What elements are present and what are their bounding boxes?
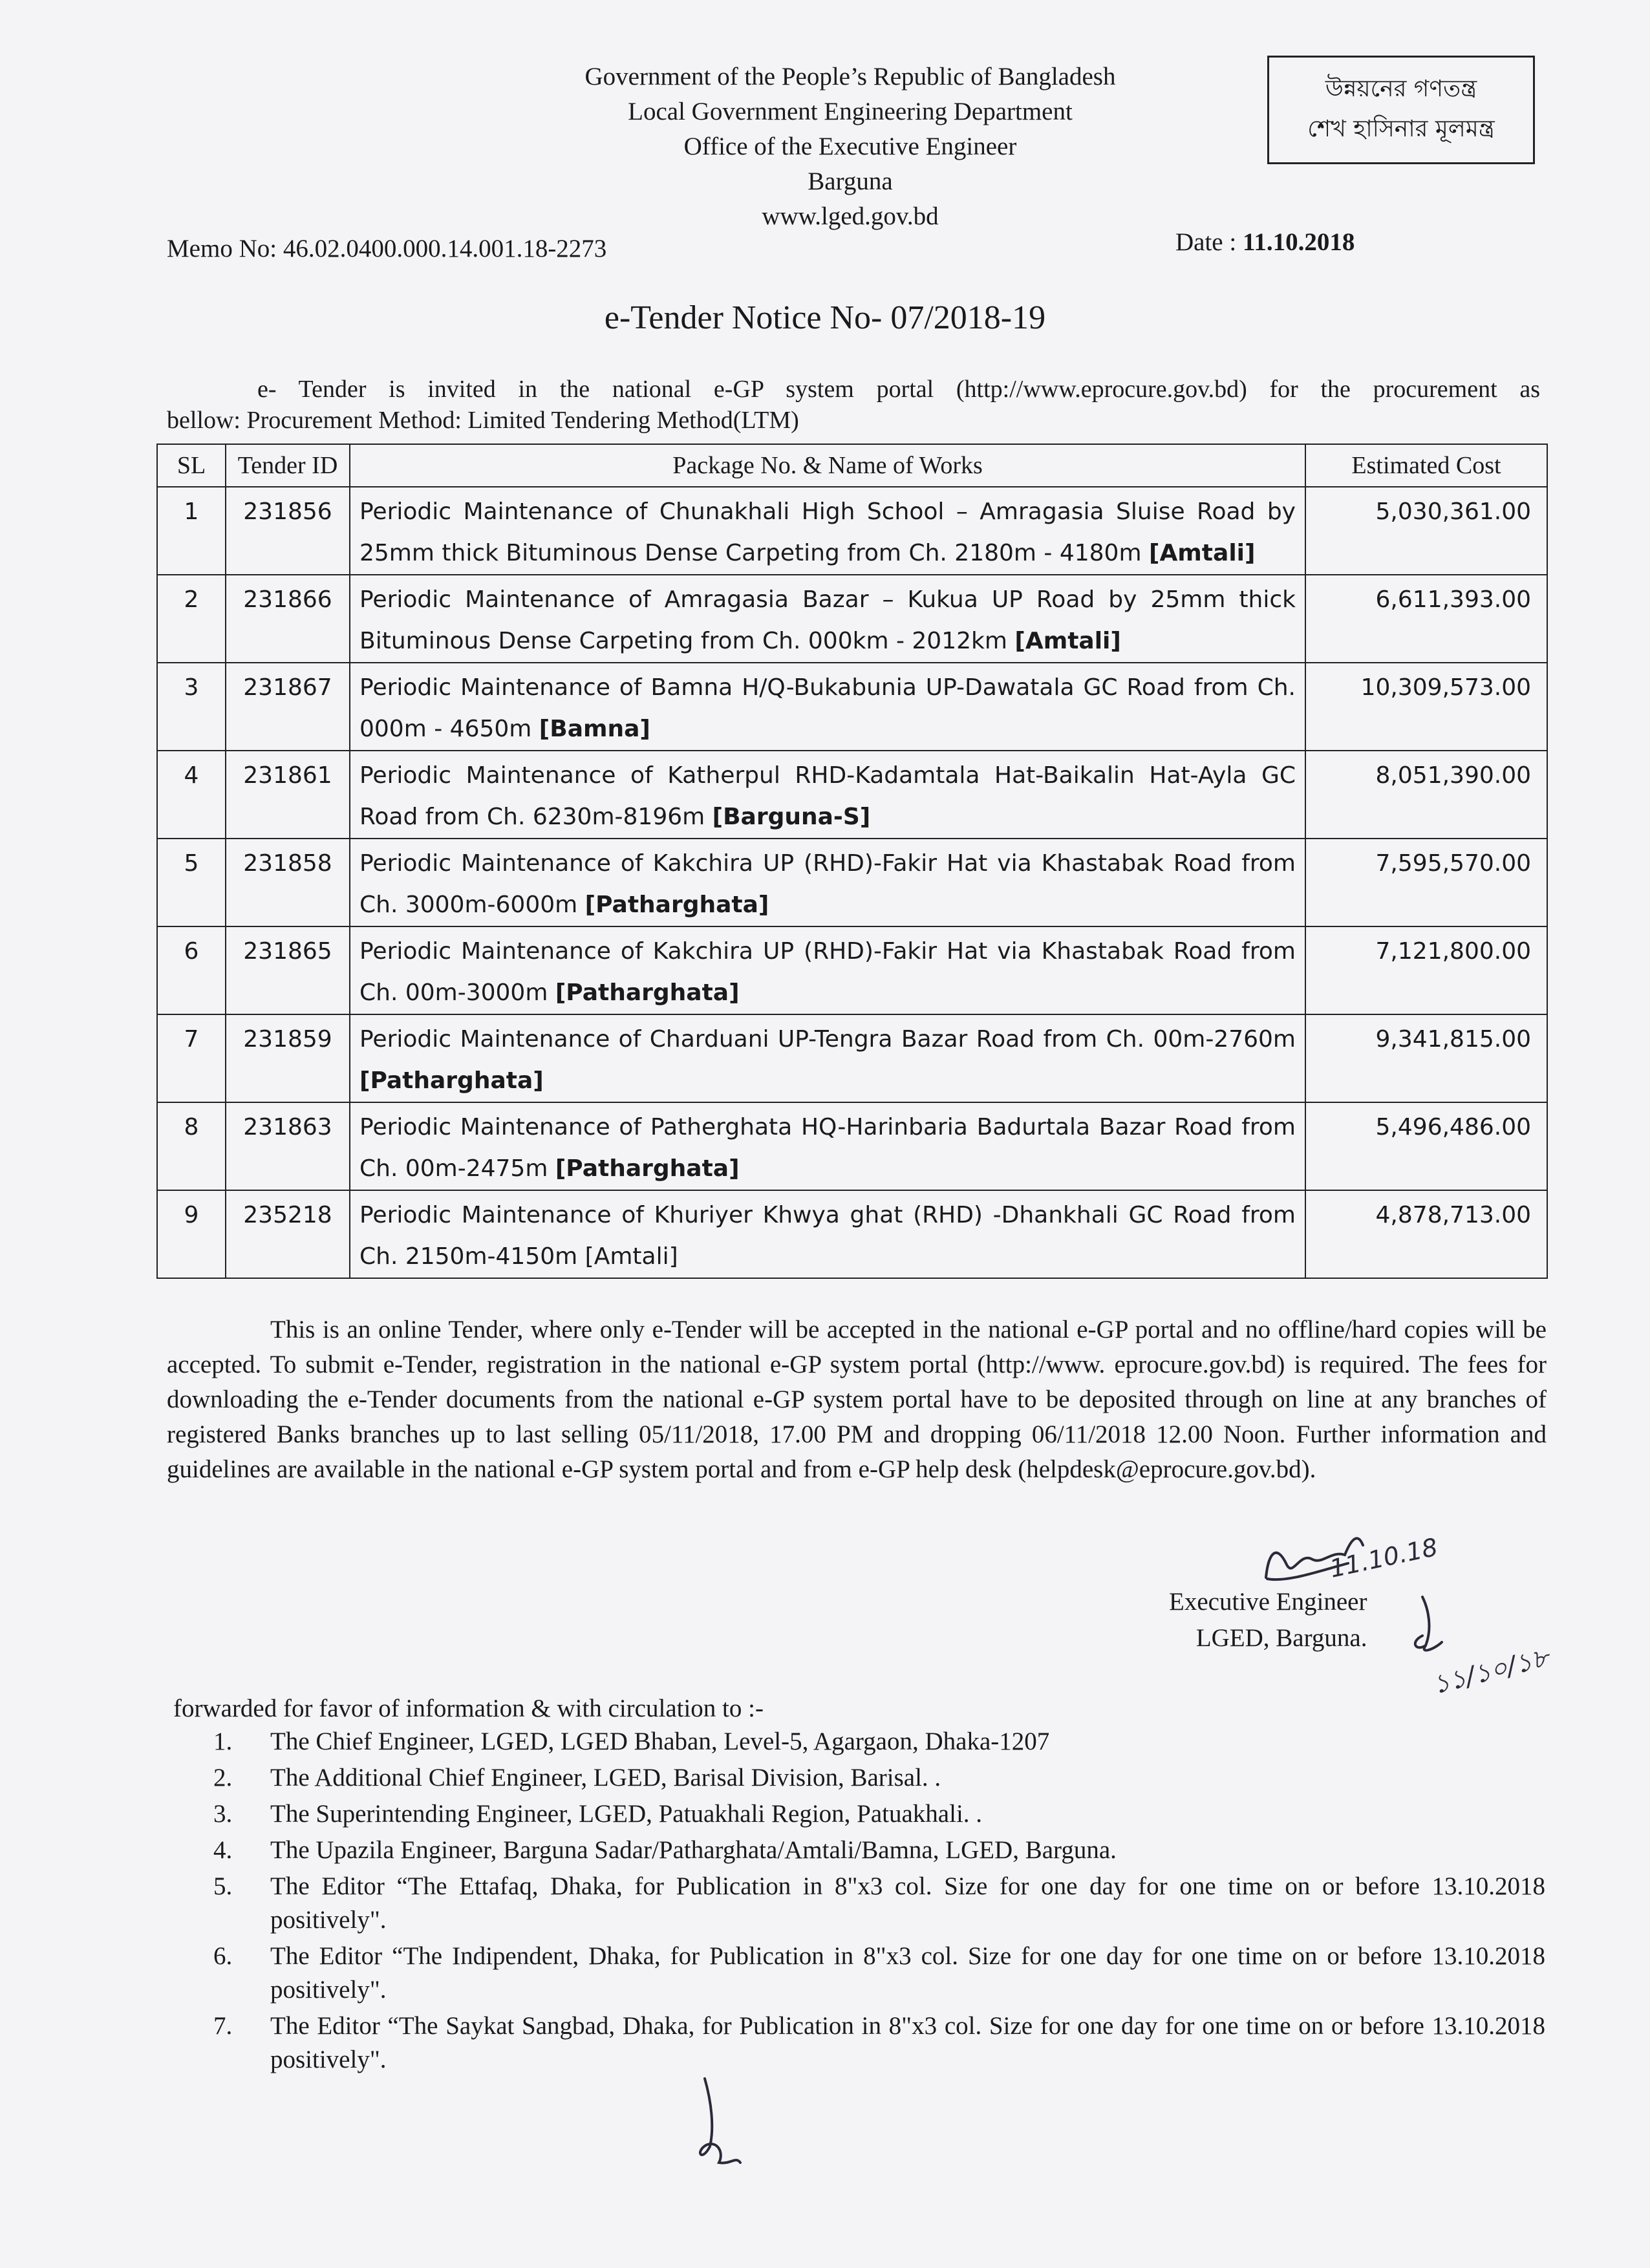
handwritten-date-1: 11.10.18	[1327, 1532, 1441, 1583]
row-tender-id: 231867	[226, 663, 350, 751]
circulation-item	[213, 1870, 1545, 1937]
notice-title: e-Tender Notice No- 07/2018-19	[604, 299, 1046, 336]
intro-line-1: e- Tender is invited in the national e-GP system portal (http://www.eprocure.gov.bd) for the procurement as	[257, 376, 1540, 403]
row-estimated-cost: 6,611,393.00	[1305, 575, 1547, 663]
work-location: [Patharghata]	[584, 892, 769, 918]
circulation-text: The Editor “The Saykat Sangbad, Dhaka, for Publication in 8"x3 col. Size for one day for one time on or before 13.10.2018 positively".	[270, 2012, 1545, 2073]
department-name: Local Government Engineering Department	[628, 98, 1073, 125]
signatory-title: Executive Engineer	[1169, 1588, 1367, 1616]
row-tender-id: 231866	[226, 575, 350, 663]
work-description: Periodic Maintenance of Kakchira UP (RHD)-Fakir Hat via Khastabak Road from Ch. 3000m-6000m	[359, 850, 1296, 918]
row-tender-id: 231859	[226, 1014, 350, 1102]
slogan-line-1: উন্নয়নের গণতন্ত্র	[1325, 76, 1477, 102]
circulation-item	[213, 1761, 1545, 1795]
date-value: 11.10.2018	[1242, 228, 1355, 256]
circulation-number: 3.	[213, 1800, 233, 1828]
circulation-text: The Upazila Engineer, Barguna Sadar/Patharghata/Amtali/Bamna, LGED, Barguna.	[270, 1836, 1117, 1864]
work-location: [Patharghata]	[359, 1067, 544, 1094]
header-sl: SL	[157, 444, 226, 487]
circulation-text: The Editor “The Indipendent, Dhaka, for Publication in 8"x3 col. Size for one day for one time on or before 13.10.2018 positively".	[270, 1942, 1545, 2004]
date-label: Date :	[1175, 228, 1243, 256]
circulation-number: 7.	[213, 2012, 233, 2040]
work-location: [Patharghata]	[555, 1155, 740, 1182]
row-sl: 6	[157, 926, 226, 1014]
circulation-text: The Additional Chief Engineer, LGED, Barisal Division, Barisal. .	[270, 1764, 941, 1792]
row-tender-id: 235218	[226, 1190, 350, 1278]
circulation-number: 4.	[213, 1836, 233, 1864]
circulation-item	[213, 1834, 1545, 1867]
work-description: Periodic Maintenance of Patherghata HQ-Harinbaria Badurtala Bazar Road from Ch. 00m-2475m	[359, 1114, 1296, 1182]
work-description: Periodic Maintenance of Charduani UP-Tengra Bazar Road from Ch. 00m-2760m	[359, 1026, 1296, 1053]
row-sl: 1	[157, 487, 226, 575]
signatory-office: LGED, Barguna.	[1195, 1624, 1367, 1652]
work-location: [Amtali]	[584, 1243, 678, 1270]
signature-block	[1169, 1584, 1367, 1656]
work-description: Periodic Maintenance of Amragasia Bazar – Kukua UP Road by 25mm thick Bituminous Dense Carpeting from Ch. 000km - 2012km	[359, 586, 1296, 654]
work-description: Periodic Maintenance of Kakchira UP (RHD)-Fakir Hat via Khastabak Road from Ch. 00m-3000m	[359, 938, 1296, 1006]
handwritten-date-2: ১১/১০/১৮	[1430, 1642, 1552, 1700]
header-estimated-cost: Estimated Cost	[1305, 444, 1547, 487]
circulation-number: 1.	[213, 1728, 233, 1755]
row-sl: 2	[157, 575, 226, 663]
circulation-list	[213, 1725, 1545, 2079]
office-name: Office of the Executive Engineer	[683, 133, 1017, 160]
row-sl: 9	[157, 1190, 226, 1278]
header-tender-id: Tender ID	[226, 444, 350, 487]
row-sl: 4	[157, 751, 226, 839]
row-estimated-cost: 4,878,713.00	[1305, 1190, 1547, 1278]
circulation-text: The Editor “The Ettafaq, Dhaka, for Publication in 8"x3 col. Size for one day for one time on or before 13.10.2018 positively".	[270, 1872, 1545, 1934]
office-location: Barguna	[808, 167, 893, 195]
circulation-text: The Chief Engineer, LGED, LGED Bhaban, Level-5, Agargaon, Dhaka-1207	[270, 1728, 1050, 1755]
circulation-item	[213, 1940, 1545, 2007]
row-sl: 5	[157, 839, 226, 926]
row-estimated-cost: 10,309,573.00	[1305, 663, 1547, 751]
work-location: [Amtali]	[1148, 540, 1256, 566]
row-tender-id: 231856	[226, 487, 350, 575]
row-estimated-cost: 9,341,815.00	[1305, 1014, 1547, 1102]
row-estimated-cost: 5,030,361.00	[1305, 487, 1547, 575]
circulation-number: 6.	[213, 1942, 233, 1970]
header-works: Package No. & Name of Works	[350, 444, 1305, 487]
govt-name: Government of the People’s Republic of Bangladesh	[584, 63, 1116, 91]
circulation-item	[213, 1797, 1545, 1831]
row-estimated-cost: 5,496,486.00	[1305, 1102, 1547, 1190]
row-sl: 7	[157, 1014, 226, 1102]
work-description: Periodic Maintenance of Katherpul RHD-Kadamtala Hat-Baikalin Hat-Ayla GC Road from Ch. 6230m-8196m	[359, 762, 1296, 830]
row-sl: 3	[157, 663, 226, 751]
circulation-text: The Superintending Engineer, LGED, Patuakhali Region, Patuakhali. .	[270, 1800, 983, 1828]
intro-line-2: bellow: Procurement Method: Limited Tendering Method(LTM)	[167, 407, 799, 434]
row-estimated-cost: 8,051,390.00	[1305, 751, 1547, 839]
circulation-number: 5.	[213, 1872, 233, 1900]
website: www.lged.gov.bd	[762, 202, 939, 230]
row-tender-id: 231865	[226, 926, 350, 1014]
row-sl: 8	[157, 1102, 226, 1190]
work-description: Periodic Maintenance of Khuriyer Khwya ghat (RHD) -Dhankhali GC Road from Ch. 2150m-4150m	[359, 1202, 1296, 1270]
instructions-text: This is an online Tender, where only e-Tender will be accepted in the national e-GP portal and no offline/hard copies will be accepted. To submit e-Tender, registration in the national e-GP system portal (http://www. eprocure.gov.bd) is required. The fees for downloading the e-Tender documents from the national e-GP system portal have to be deposited through on line at any branches of registered Banks branches up to last selling 05/11/2018, 17.00 PM and dropping 06/11/2018 12.00 Noon. Further information and guidelines are available in the national e-GP system portal and from e-GP help desk (helpdesk@eprocure.gov.bd).	[167, 1316, 1547, 1483]
work-location: [Barguna-S]	[712, 804, 871, 830]
row-estimated-cost: 7,121,800.00	[1305, 926, 1547, 1014]
row-tender-id: 231858	[226, 839, 350, 926]
work-location: [Patharghata]	[555, 979, 740, 1006]
row-estimated-cost: 7,595,570.00	[1305, 839, 1547, 926]
work-location: [Amtali]	[1014, 628, 1121, 654]
memo-number: Memo No: 46.02.0400.000.14.001.18-2273	[167, 235, 607, 262]
slogan-line-2: শেখ হাসিনার মূলমন্ত্র	[1307, 116, 1495, 142]
row-tender-id: 231863	[226, 1102, 350, 1190]
circulation-number: 2.	[213, 1764, 233, 1792]
work-location: [Bamna]	[539, 716, 650, 742]
circulation-item	[213, 1725, 1545, 1759]
circulation-item	[213, 2009, 1545, 2077]
forward-note: forwarded for favor of information & with circulation to :-	[173, 1695, 764, 1722]
row-tender-id: 231861	[226, 751, 350, 839]
work-description: Periodic Maintenance of Bamna H/Q-Bukabunia UP-Dawatala GC Road from Ch. 000m - 4650m	[359, 674, 1296, 742]
work-description: Periodic Maintenance of Chunakhali High School – Amragasia Sluise Road by 25mm thick Bituminous Dense Carpeting from Ch. 2180m - 4180m	[359, 498, 1296, 566]
